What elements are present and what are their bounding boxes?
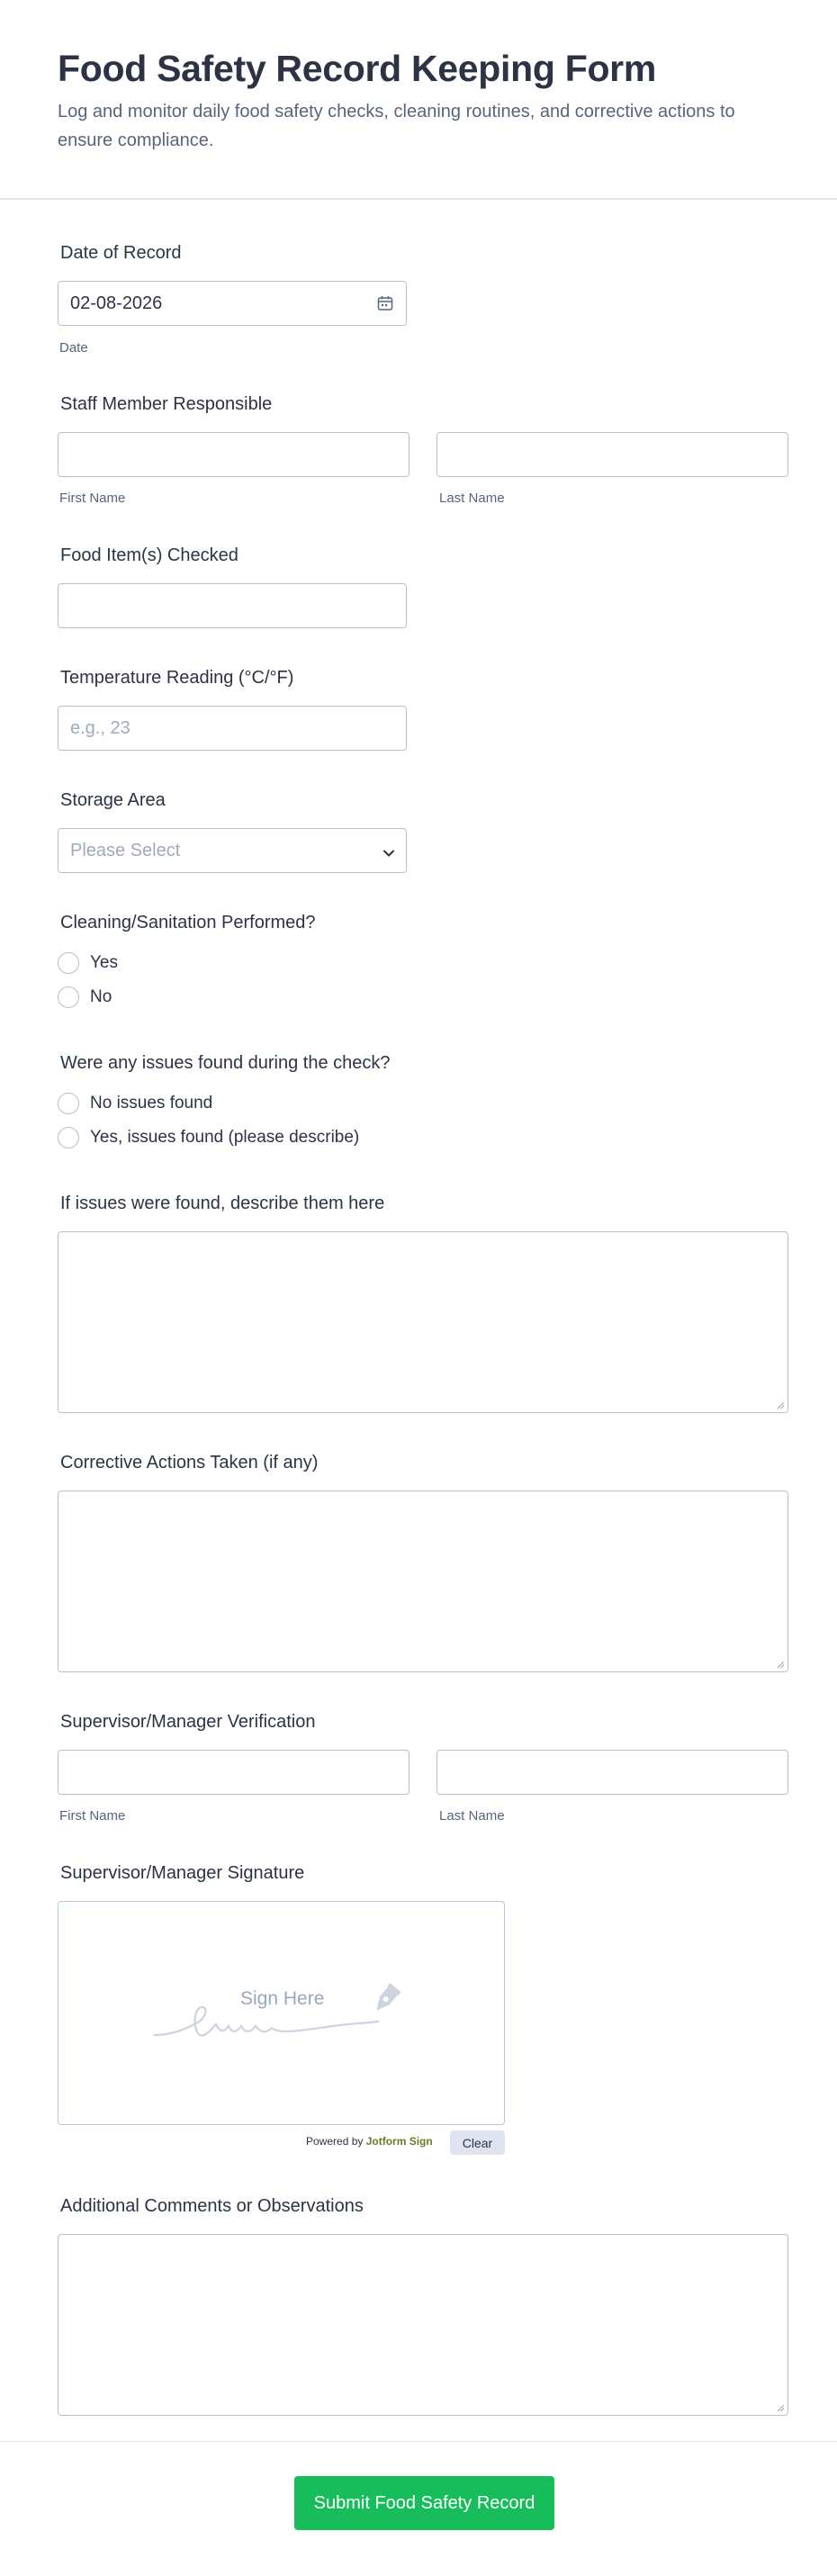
page-description: Log and monitor daily food safety checks, cleaning routines, and corrective actions to ensure compliance. bbox=[58, 102, 735, 150]
calendar-icon[interactable] bbox=[377, 295, 393, 311]
date-value: 02-08-2026 bbox=[70, 293, 163, 313]
date-input[interactable] bbox=[58, 281, 407, 326]
staff-label: Staff Member Responsible bbox=[60, 394, 273, 414]
radio-button[interactable] bbox=[58, 986, 79, 1008]
signature-label: Supervisor/Manager Signature bbox=[60, 1863, 305, 1883]
supervisor-last-name-sublabel: Last Name bbox=[439, 1808, 505, 1824]
staff-last-name-sublabel: Last Name bbox=[439, 491, 505, 506]
radio-label: Yes bbox=[90, 953, 118, 972]
supervisor-last-name-input[interactable] bbox=[436, 1750, 788, 1795]
clear-signature-button[interactable]: Clear bbox=[450, 2130, 505, 2155]
storage-placeholder: Please Select bbox=[70, 840, 181, 860]
resize-handle-icon[interactable] bbox=[777, 1401, 784, 1409]
food-items-label: Food Item(s) Checked bbox=[60, 545, 238, 565]
radio-label: No bbox=[90, 987, 112, 1006]
cleaning-option-yes[interactable] bbox=[58, 952, 118, 974]
radio-button[interactable] bbox=[58, 1093, 79, 1114]
signature-placeholder: Sign Here bbox=[240, 1988, 325, 2009]
corrective-label: Corrective Actions Taken (if any) bbox=[60, 1453, 319, 1473]
staff-first-name-input[interactable] bbox=[58, 432, 410, 477]
resize-handle-icon[interactable] bbox=[777, 1661, 784, 1668]
temperature-placeholder: e.g., 23 bbox=[70, 717, 130, 738]
resize-handle-icon[interactable] bbox=[777, 2404, 784, 2411]
comments-textarea[interactable] bbox=[58, 2234, 788, 2416]
page-title: Food Safety Record Keeping Form bbox=[58, 48, 656, 89]
storage-label: Storage Area bbox=[60, 790, 166, 810]
issues-description-label: If issues were found, describe them here bbox=[60, 1193, 385, 1213]
supervisor-first-name-sublabel: First Name bbox=[59, 1808, 126, 1824]
form-footer bbox=[0, 2441, 837, 2576]
temperature-input[interactable] bbox=[58, 706, 407, 751]
cleaning-label: Cleaning/Sanitation Performed? bbox=[60, 913, 316, 932]
cleaning-option-no[interactable] bbox=[58, 986, 112, 1008]
signature-pad[interactable] bbox=[58, 1901, 505, 2125]
date-label: Date of Record bbox=[60, 243, 182, 263]
issues-option-found[interactable] bbox=[58, 1127, 359, 1148]
temperature-label: Temperature Reading (°C/°F) bbox=[60, 668, 294, 688]
pen-nib-icon bbox=[366, 1981, 404, 2019]
staff-last-name-input[interactable] bbox=[436, 432, 788, 477]
powered-prefix: Powered by bbox=[306, 2135, 366, 2148]
supervisor-first-name-input[interactable] bbox=[58, 1750, 410, 1795]
date-sublabel: Date bbox=[59, 340, 88, 356]
supervisor-label: Supervisor/Manager Verification bbox=[60, 1712, 316, 1732]
radio-button[interactable] bbox=[58, 1127, 79, 1148]
form-header bbox=[0, 0, 837, 200]
chevron-down-icon bbox=[382, 844, 395, 857]
corrective-textarea[interactable] bbox=[58, 1491, 788, 1672]
radio-label: No issues found bbox=[90, 1094, 213, 1112]
issues-option-none[interactable] bbox=[58, 1093, 212, 1114]
issues-description-textarea[interactable] bbox=[58, 1231, 788, 1413]
storage-select[interactable] bbox=[58, 828, 407, 873]
comments-label: Additional Comments or Observations bbox=[60, 2196, 364, 2216]
submit-button[interactable]: Submit Food Safety Record bbox=[294, 2476, 554, 2530]
food-items-input[interactable] bbox=[58, 583, 407, 628]
powered-by-text bbox=[306, 2135, 433, 2148]
issues-label: Were any issues found during the check? bbox=[60, 1053, 391, 1073]
radio-button[interactable] bbox=[58, 952, 79, 974]
staff-first-name-sublabel: First Name bbox=[59, 491, 126, 506]
powered-brand-link[interactable]: Jotform Sign bbox=[365, 2135, 433, 2148]
radio-label: Yes, issues found (please describe) bbox=[90, 1128, 360, 1147]
